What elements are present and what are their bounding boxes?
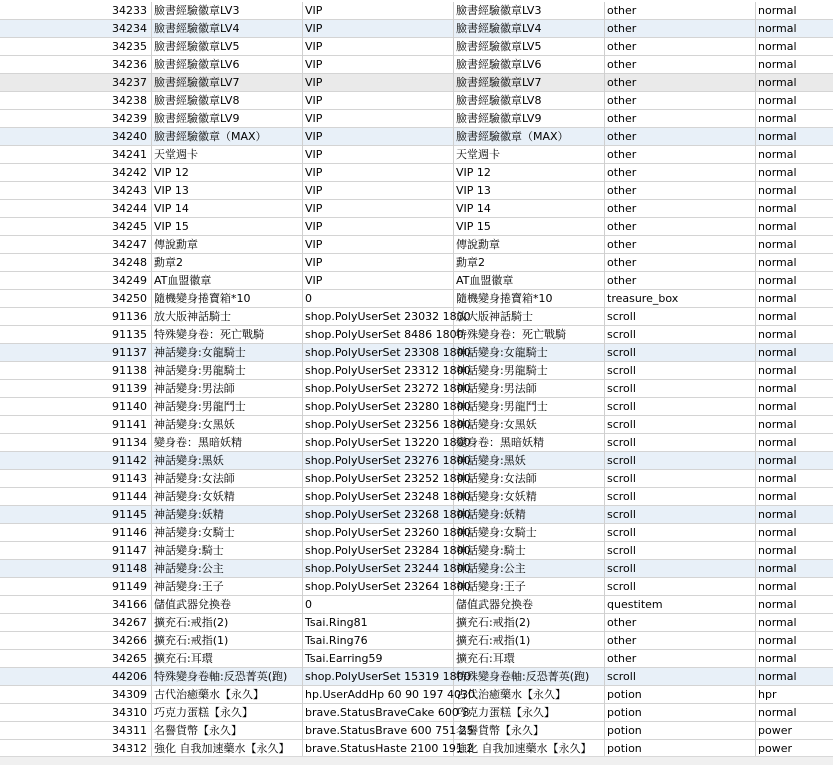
display-name-cell[interactable]: 特殊變身卷：死亡戰騎	[454, 326, 605, 344]
id-cell[interactable]: 91146	[0, 524, 152, 542]
name-cell[interactable]: 擴充石:耳環	[152, 650, 303, 668]
display-name-cell[interactable]: 臉書經驗徽章LV4	[454, 20, 605, 38]
name-cell[interactable]: 強化 自我加速藥水【永久】	[152, 740, 303, 758]
name-cell[interactable]: 擴充石:戒指(2)	[152, 614, 303, 632]
id-cell[interactable]: 34234	[0, 20, 152, 38]
display-name-cell[interactable]: 擴充石:戒指(2)	[454, 614, 605, 632]
display-name-cell[interactable]: 儲值武器兌換卷	[454, 596, 605, 614]
display-name-cell[interactable]: 名譽貨幣【永久】	[454, 722, 605, 740]
name-cell[interactable]: 放大版神話騎士	[152, 308, 303, 326]
name-cell[interactable]: 天堂週卡	[152, 146, 303, 164]
name-cell[interactable]: 隨機變身捲寶箱*10	[152, 290, 303, 308]
grade-cell[interactable]: hpr	[758, 688, 777, 701]
table-row[interactable]	[0, 236, 833, 254]
name-cell[interactable]: 臉書經驗徽章LV8	[152, 92, 303, 110]
id-cell[interactable]: 34236	[0, 56, 152, 74]
display-name-cell[interactable]: 巧克力蛋糕【永久】	[454, 704, 605, 722]
type-cell[interactable]: scroll	[605, 344, 756, 362]
category-cell[interactable]: shop.PolyUserSet 15319 1800	[303, 668, 454, 686]
grade-cell[interactable]: normal	[758, 310, 797, 323]
category-cell[interactable]: VIP	[303, 38, 454, 56]
name-cell[interactable]: 名譽貨幣【永久】	[152, 722, 303, 740]
name-cell[interactable]: 神話變身:公主	[152, 560, 303, 578]
category-cell[interactable]: VIP	[303, 128, 454, 146]
grade-cell[interactable]: normal	[758, 526, 797, 539]
id-cell[interactable]: 34233	[0, 2, 152, 20]
table-row[interactable]	[0, 524, 833, 542]
category-cell[interactable]: VIP	[303, 146, 454, 164]
table-row[interactable]	[0, 398, 833, 416]
type-cell[interactable]: potion	[605, 722, 756, 740]
category-cell[interactable]: brave.StatusBraveCake 600 8	[303, 704, 454, 722]
id-cell[interactable]: 34235	[0, 38, 152, 56]
name-cell[interactable]: VIP 15	[152, 218, 303, 236]
name-cell[interactable]: 勳章2	[152, 254, 303, 272]
type-cell[interactable]: scroll	[605, 398, 756, 416]
display-name-cell[interactable]: VIP 12	[454, 164, 605, 182]
name-cell[interactable]: 神話變身:男法師	[152, 380, 303, 398]
type-cell[interactable]: scroll	[605, 506, 756, 524]
grade-cell[interactable]: normal	[758, 346, 797, 359]
category-cell[interactable]: VIP	[303, 56, 454, 74]
category-cell[interactable]: shop.PolyUserSet 23284 1800	[303, 542, 454, 560]
id-cell[interactable]: 91143	[0, 470, 152, 488]
display-name-cell[interactable]: 神話變身:女騎士	[454, 524, 605, 542]
type-cell[interactable]: other	[605, 650, 756, 668]
id-cell[interactable]: 34266	[0, 632, 152, 650]
table-row[interactable]	[0, 146, 833, 164]
category-cell[interactable]: hp.UserAddHp 60 90 197 4030	[303, 686, 454, 704]
grade-cell[interactable]: normal	[758, 382, 797, 395]
name-cell[interactable]: 神話變身:妖精	[152, 506, 303, 524]
category-cell[interactable]: VIP	[303, 236, 454, 254]
type-cell[interactable]: scroll	[605, 416, 756, 434]
category-cell[interactable]: shop.PolyUserSet 23272 1800	[303, 380, 454, 398]
category-cell[interactable]: shop.PolyUserSet 23264 1800	[303, 578, 454, 596]
name-cell[interactable]: VIP 12	[152, 164, 303, 182]
id-cell[interactable]: 91148	[0, 560, 152, 578]
name-cell[interactable]: 擴充石:戒指(1)	[152, 632, 303, 650]
name-cell[interactable]: 神話變身:王子	[152, 578, 303, 596]
id-cell[interactable]: 91140	[0, 398, 152, 416]
display-name-cell[interactable]: VIP 14	[454, 200, 605, 218]
display-name-cell[interactable]: 擴充石:耳環	[454, 650, 605, 668]
name-cell[interactable]: 神話變身:女妖精	[152, 488, 303, 506]
type-cell[interactable]: other	[605, 632, 756, 650]
id-cell[interactable]: 34248	[0, 254, 152, 272]
type-cell[interactable]: other	[605, 614, 756, 632]
type-cell[interactable]: scroll	[605, 560, 756, 578]
id-cell[interactable]: 34242	[0, 164, 152, 182]
table-row[interactable]	[0, 308, 833, 326]
grade-cell[interactable]: normal	[758, 598, 797, 611]
table-row[interactable]	[0, 74, 833, 92]
type-cell[interactable]: questitem	[605, 596, 756, 614]
table-row[interactable]	[0, 614, 833, 632]
id-cell[interactable]: 34250	[0, 290, 152, 308]
data-grid	[0, 2, 833, 758]
category-cell[interactable]: Tsai.Earring59	[303, 650, 454, 668]
category-cell[interactable]: VIP	[303, 218, 454, 236]
category-cell[interactable]: shop.PolyUserSet 13220 1800	[303, 434, 454, 452]
type-cell[interactable]: other	[605, 236, 756, 254]
table-row[interactable]	[0, 434, 833, 452]
grade-cell[interactable]: normal	[758, 274, 797, 287]
grade-cell[interactable]: normal	[758, 490, 797, 503]
id-cell[interactable]: 91149	[0, 578, 152, 596]
display-name-cell[interactable]: 神話變身:公主	[454, 560, 605, 578]
display-name-cell[interactable]: 神話變身:男龍鬥士	[454, 398, 605, 416]
name-cell[interactable]: AT血盟徽章	[152, 272, 303, 290]
display-name-cell[interactable]: AT血盟徽章	[454, 272, 605, 290]
display-name-cell[interactable]: 神話變身:王子	[454, 578, 605, 596]
category-cell[interactable]: 0	[303, 596, 454, 614]
category-cell[interactable]: VIP	[303, 20, 454, 38]
name-cell[interactable]: 神話變身:女法師	[152, 470, 303, 488]
name-cell[interactable]: 特殊變身卷：死亡戰騎	[152, 326, 303, 344]
name-cell[interactable]: 臉書經驗徽章LV7	[152, 74, 303, 92]
table-row[interactable]	[0, 704, 833, 722]
name-cell[interactable]: VIP 13	[152, 182, 303, 200]
type-cell[interactable]: other	[605, 164, 756, 182]
table-row[interactable]	[0, 38, 833, 56]
id-cell[interactable]: 34237	[0, 74, 152, 92]
table-row[interactable]	[0, 254, 833, 272]
display-name-cell[interactable]: VIP 15	[454, 218, 605, 236]
table-row[interactable]	[0, 596, 833, 614]
id-cell[interactable]: 34238	[0, 92, 152, 110]
id-cell[interactable]: 34311	[0, 722, 152, 740]
grade-cell[interactable]: normal	[758, 238, 797, 251]
grade-cell[interactable]: normal	[758, 40, 797, 53]
grade-cell[interactable]: normal	[758, 634, 797, 647]
grade-cell[interactable]: normal	[758, 112, 797, 125]
grade-cell[interactable]: normal	[758, 256, 797, 269]
id-cell[interactable]: 91141	[0, 416, 152, 434]
category-cell[interactable]: VIP	[303, 92, 454, 110]
id-cell[interactable]: 34239	[0, 110, 152, 128]
type-cell[interactable]: other	[605, 38, 756, 56]
table-row[interactable]	[0, 542, 833, 560]
display-name-cell[interactable]: 勳章2	[454, 254, 605, 272]
category-cell[interactable]: VIP	[303, 2, 454, 20]
grade-cell[interactable]: power	[758, 724, 792, 737]
grade-cell[interactable]: normal	[758, 22, 797, 35]
id-cell[interactable]: 34265	[0, 650, 152, 668]
table-row[interactable]	[0, 56, 833, 74]
table-row[interactable]	[0, 200, 833, 218]
name-cell[interactable]: 神話變身:黑妖	[152, 452, 303, 470]
type-cell[interactable]: other	[605, 110, 756, 128]
name-cell[interactable]: 臉書經驗徽章LV5	[152, 38, 303, 56]
id-cell[interactable]: 91147	[0, 542, 152, 560]
grade-cell[interactable]: normal	[758, 436, 797, 449]
type-cell[interactable]: other	[605, 92, 756, 110]
name-cell[interactable]: 儲值武器兌換卷	[152, 596, 303, 614]
table-row[interactable]	[0, 470, 833, 488]
type-cell[interactable]: scroll	[605, 326, 756, 344]
display-name-cell[interactable]: 臉書經驗徽章（MAX）	[454, 128, 605, 146]
name-cell[interactable]: 臉書經驗徽章LV4	[152, 20, 303, 38]
type-cell[interactable]: other	[605, 254, 756, 272]
type-cell[interactable]: other	[605, 218, 756, 236]
table-row[interactable]	[0, 128, 833, 146]
display-name-cell[interactable]: 隨機變身捲寶箱*10	[454, 290, 605, 308]
id-cell[interactable]: 91137	[0, 344, 152, 362]
type-cell[interactable]: other	[605, 56, 756, 74]
display-name-cell[interactable]: 臉書經驗徽章LV7	[454, 74, 605, 92]
table-row[interactable]	[0, 416, 833, 434]
grade-cell[interactable]: normal	[758, 202, 797, 215]
table-row[interactable]	[0, 362, 833, 380]
id-cell[interactable]: 34247	[0, 236, 152, 254]
category-cell[interactable]: Tsai.Ring76	[303, 632, 454, 650]
category-cell[interactable]: brave.StatusHaste 2100 191 2	[303, 740, 454, 758]
display-name-cell[interactable]: 變身卷：黑暗妖精	[454, 434, 605, 452]
grade-cell[interactable]: normal	[758, 76, 797, 89]
display-name-cell[interactable]: 神話變身:男龍騎士	[454, 362, 605, 380]
grade-cell[interactable]: normal	[758, 148, 797, 161]
type-cell[interactable]: scroll	[605, 434, 756, 452]
name-cell[interactable]: 神話變身:女騎士	[152, 524, 303, 542]
category-cell[interactable]: Tsai.Ring81	[303, 614, 454, 632]
name-cell[interactable]: 臉書經驗徽章（MAX）	[152, 128, 303, 146]
type-cell[interactable]: other	[605, 182, 756, 200]
display-name-cell[interactable]: 臉書經驗徽章LV3	[454, 2, 605, 20]
grade-cell[interactable]: normal	[758, 562, 797, 575]
type-cell[interactable]: scroll	[605, 362, 756, 380]
table-row[interactable]	[0, 560, 833, 578]
type-cell[interactable]: scroll	[605, 488, 756, 506]
grade-cell[interactable]: normal	[758, 418, 797, 431]
table-row[interactable]	[0, 2, 833, 20]
table-row[interactable]	[0, 182, 833, 200]
display-name-cell[interactable]: 神話變身:女龍騎士	[454, 344, 605, 362]
table-row[interactable]	[0, 668, 833, 686]
category-cell[interactable]: shop.PolyUserSet 23256 1800	[303, 416, 454, 434]
category-cell[interactable]: shop.PolyUserSet 23312 1800	[303, 362, 454, 380]
table-row[interactable]	[0, 110, 833, 128]
type-cell[interactable]: potion	[605, 704, 756, 722]
id-cell[interactable]: 91145	[0, 506, 152, 524]
table-row[interactable]	[0, 650, 833, 668]
name-cell[interactable]: 傳說勳章	[152, 236, 303, 254]
name-cell[interactable]: 特殊變身卷軸:反恐菁英(跑)	[152, 668, 303, 686]
id-cell[interactable]: 34249	[0, 272, 152, 290]
grade-cell[interactable]: normal	[758, 130, 797, 143]
category-cell[interactable]: VIP	[303, 74, 454, 92]
type-cell[interactable]: potion	[605, 686, 756, 704]
type-cell[interactable]: potion	[605, 740, 756, 758]
category-cell[interactable]: 0	[303, 290, 454, 308]
grade-cell[interactable]: normal	[758, 94, 797, 107]
grade-cell[interactable]: normal	[758, 220, 797, 233]
display-name-cell[interactable]: 神話變身:黑妖	[454, 452, 605, 470]
display-name-cell[interactable]: 特殊變身卷軸:反恐菁英(跑)	[454, 668, 605, 686]
id-cell[interactable]: 91139	[0, 380, 152, 398]
category-cell[interactable]: shop.PolyUserSet 23248 1800	[303, 488, 454, 506]
id-cell[interactable]: 91144	[0, 488, 152, 506]
id-cell[interactable]: 34240	[0, 128, 152, 146]
table-row[interactable]	[0, 344, 833, 362]
type-cell[interactable]: other	[605, 272, 756, 290]
category-cell[interactable]: VIP	[303, 200, 454, 218]
display-name-cell[interactable]: 古代治癒藥水【永久】	[454, 686, 605, 704]
grade-cell[interactable]: normal	[758, 400, 797, 413]
display-name-cell[interactable]: VIP 13	[454, 182, 605, 200]
id-cell[interactable]: 34267	[0, 614, 152, 632]
display-name-cell[interactable]: 臉書經驗徽章LV9	[454, 110, 605, 128]
table-row[interactable]	[0, 272, 833, 290]
display-name-cell[interactable]: 臉書經驗徽章LV5	[454, 38, 605, 56]
table-row[interactable]	[0, 578, 833, 596]
name-cell[interactable]: 臉書經驗徽章LV6	[152, 56, 303, 74]
category-cell[interactable]: shop.PolyUserSet 8486 1800	[303, 326, 454, 344]
display-name-cell[interactable]: 神話變身:女妖精	[454, 488, 605, 506]
grade-cell[interactable]: normal	[758, 58, 797, 71]
table-row[interactable]	[0, 326, 833, 344]
table-row[interactable]	[0, 452, 833, 470]
category-cell[interactable]: VIP	[303, 164, 454, 182]
type-cell[interactable]: treasure_box	[605, 290, 756, 308]
table-row[interactable]	[0, 380, 833, 398]
display-name-cell[interactable]: 傳說勳章	[454, 236, 605, 254]
grade-cell[interactable]: normal	[758, 472, 797, 485]
type-cell[interactable]: other	[605, 200, 756, 218]
name-cell[interactable]: 臉書經驗徽章LV9	[152, 110, 303, 128]
category-cell[interactable]: shop.PolyUserSet 23268 1800	[303, 506, 454, 524]
category-cell[interactable]: shop.PolyUserSet 23244 1800	[303, 560, 454, 578]
category-cell[interactable]: VIP	[303, 182, 454, 200]
type-cell[interactable]: scroll	[605, 542, 756, 560]
id-cell[interactable]: 91134	[0, 434, 152, 452]
type-cell[interactable]: scroll	[605, 668, 756, 686]
display-name-cell[interactable]: 臉書經驗徽章LV6	[454, 56, 605, 74]
id-cell[interactable]: 34244	[0, 200, 152, 218]
table-row[interactable]	[0, 632, 833, 650]
category-cell[interactable]: VIP	[303, 272, 454, 290]
display-name-cell[interactable]: 強化 自我加速藥水【永久】	[454, 740, 605, 758]
grade-cell[interactable]: normal	[758, 184, 797, 197]
id-cell[interactable]: 34245	[0, 218, 152, 236]
name-cell[interactable]: 神話變身:女黑妖	[152, 416, 303, 434]
table-row[interactable]	[0, 20, 833, 38]
name-cell[interactable]: 神話變身:男龍鬥士	[152, 398, 303, 416]
category-cell[interactable]: shop.PolyUserSet 23308 1800	[303, 344, 454, 362]
display-name-cell[interactable]: 神話變身:騎士	[454, 542, 605, 560]
category-cell[interactable]: VIP	[303, 254, 454, 272]
name-cell[interactable]: 神話變身:騎士	[152, 542, 303, 560]
display-name-cell[interactable]: 神話變身:女法師	[454, 470, 605, 488]
grade-cell[interactable]: normal	[758, 166, 797, 179]
display-name-cell[interactable]: 臉書經驗徽章LV8	[454, 92, 605, 110]
category-cell[interactable]: shop.PolyUserSet 23260 1800	[303, 524, 454, 542]
id-cell[interactable]: 34312	[0, 740, 152, 758]
id-cell[interactable]: 34166	[0, 596, 152, 614]
id-cell[interactable]: 91138	[0, 362, 152, 380]
table-row[interactable]	[0, 722, 833, 740]
name-cell[interactable]: 古代治癒藥水【永久】	[152, 686, 303, 704]
name-cell[interactable]: 臉書經驗徽章LV3	[152, 2, 303, 20]
display-name-cell[interactable]: 神話變身:女黑妖	[454, 416, 605, 434]
grade-cell[interactable]: normal	[758, 454, 797, 467]
display-name-cell[interactable]: 神話變身:男法師	[454, 380, 605, 398]
table-row[interactable]	[0, 686, 833, 704]
name-cell[interactable]: VIP 14	[152, 200, 303, 218]
name-cell[interactable]: 神話變身:男龍騎士	[152, 362, 303, 380]
id-cell[interactable]: 34309	[0, 686, 152, 704]
type-cell[interactable]: scroll	[605, 524, 756, 542]
type-cell[interactable]: scroll	[605, 380, 756, 398]
display-name-cell[interactable]: 神話變身:妖精	[454, 506, 605, 524]
grade-cell[interactable]: normal	[758, 328, 797, 341]
display-name-cell[interactable]: 放大版神話騎士	[454, 308, 605, 326]
grade-cell[interactable]: normal	[758, 4, 797, 17]
type-cell[interactable]: other	[605, 20, 756, 38]
display-name-cell[interactable]: 擴充石:戒指(1)	[454, 632, 605, 650]
grade-cell[interactable]: normal	[758, 652, 797, 665]
type-cell[interactable]: scroll	[605, 470, 756, 488]
category-cell[interactable]: shop.PolyUserSet 23280 1800	[303, 398, 454, 416]
category-cell[interactable]: brave.StatusBrave 600 751 25	[303, 722, 454, 740]
id-cell[interactable]: 91136	[0, 308, 152, 326]
grade-cell[interactable]: normal	[758, 508, 797, 521]
table-row[interactable]	[0, 506, 833, 524]
grade-cell[interactable]: normal	[758, 580, 797, 593]
id-cell[interactable]: 34243	[0, 182, 152, 200]
display-name-cell[interactable]: 天堂週卡	[454, 146, 605, 164]
category-cell[interactable]: shop.PolyUserSet 23032 1800	[303, 308, 454, 326]
grade-cell[interactable]: normal	[758, 616, 797, 629]
name-cell[interactable]: 巧克力蛋糕【永久】	[152, 704, 303, 722]
name-cell[interactable]: 神話變身:女龍騎士	[152, 344, 303, 362]
category-cell[interactable]: VIP	[303, 110, 454, 128]
type-cell[interactable]: scroll	[605, 578, 756, 596]
horizontal-scrollbar[interactable]	[0, 756, 833, 765]
type-cell[interactable]: other	[605, 128, 756, 146]
id-cell[interactable]: 34241	[0, 146, 152, 164]
table-row[interactable]	[0, 164, 833, 182]
table-row[interactable]	[0, 218, 833, 236]
type-cell[interactable]: scroll	[605, 452, 756, 470]
grade-cell[interactable]: power	[758, 742, 792, 755]
table-row[interactable]	[0, 290, 833, 308]
table-row[interactable]	[0, 488, 833, 506]
grade-cell[interactable]: normal	[758, 544, 797, 557]
type-cell[interactable]: other	[605, 74, 756, 92]
type-cell[interactable]: scroll	[605, 308, 756, 326]
grade-cell[interactable]: normal	[758, 364, 797, 377]
grade-cell[interactable]: normal	[758, 706, 797, 719]
grade-cell[interactable]: normal	[758, 292, 797, 305]
id-cell[interactable]: 34310	[0, 704, 152, 722]
type-cell[interactable]: other	[605, 146, 756, 164]
name-cell[interactable]: 變身卷：黑暗妖精	[152, 434, 303, 452]
table-row[interactable]	[0, 92, 833, 110]
grade-cell[interactable]: normal	[758, 670, 797, 683]
id-cell[interactable]: 91135	[0, 326, 152, 344]
type-cell[interactable]: other	[605, 2, 756, 20]
id-cell[interactable]: 44206	[0, 668, 152, 686]
id-cell[interactable]: 91142	[0, 452, 152, 470]
category-cell[interactable]: shop.PolyUserSet 23276 1800	[303, 452, 454, 470]
category-cell[interactable]: shop.PolyUserSet 23252 1800	[303, 470, 454, 488]
